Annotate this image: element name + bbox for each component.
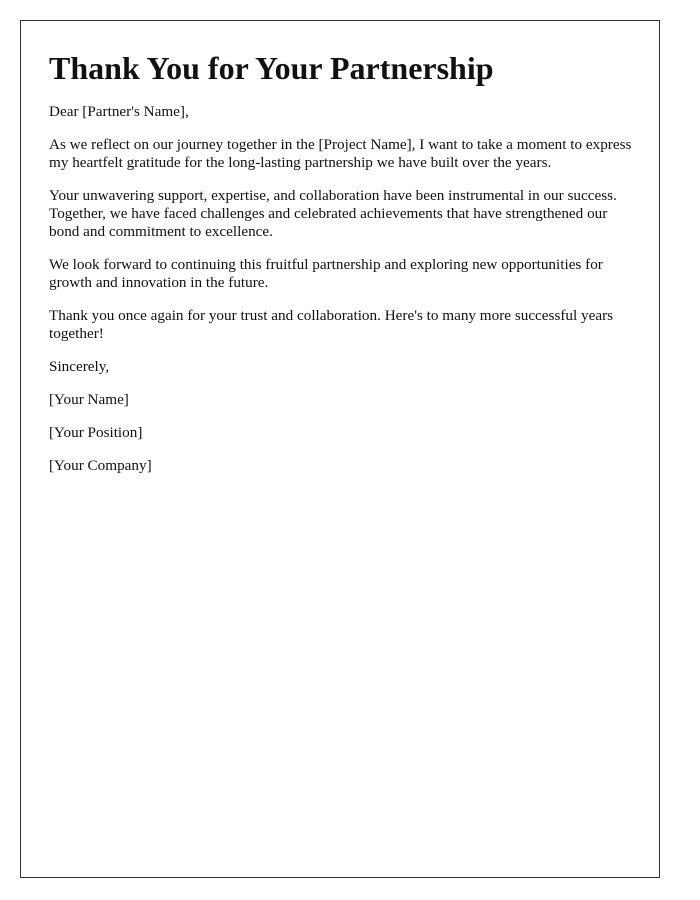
letter-page — [20, 20, 660, 878]
paragraph-support: Your unwavering support, expertise, and collaboration have been instrumental in our success. Together, we have faced challenges and celebrated achievements that have strengthened our bond and commitment to excellence. — [49, 187, 617, 240]
signature-company: [Your Company] — [49, 457, 152, 474]
closing: Sincerely, — [49, 358, 110, 375]
paragraph-reflection: As we reflect on our journey together in the [Project Name], I want to take a moment to express my heartfelt gratitude for the long-lasting partnership we have built over the years. — [49, 136, 632, 171]
letter-title: Thank You for Your Partnership — [49, 50, 494, 86]
letter-body — [49, 47, 639, 490]
signature-name: [Your Name] — [49, 391, 129, 408]
paragraph-thanks: Thank you once again for your trust and collaboration. Here's to many more successful years together! — [49, 307, 614, 342]
signature-position: [Your Position] — [49, 424, 143, 441]
paragraph-future: We look forward to continuing this fruitful partnership and exploring new opportunities for growth and innovation in the future. — [49, 256, 603, 291]
salutation: Dear [Partner's Name], — [49, 103, 189, 120]
